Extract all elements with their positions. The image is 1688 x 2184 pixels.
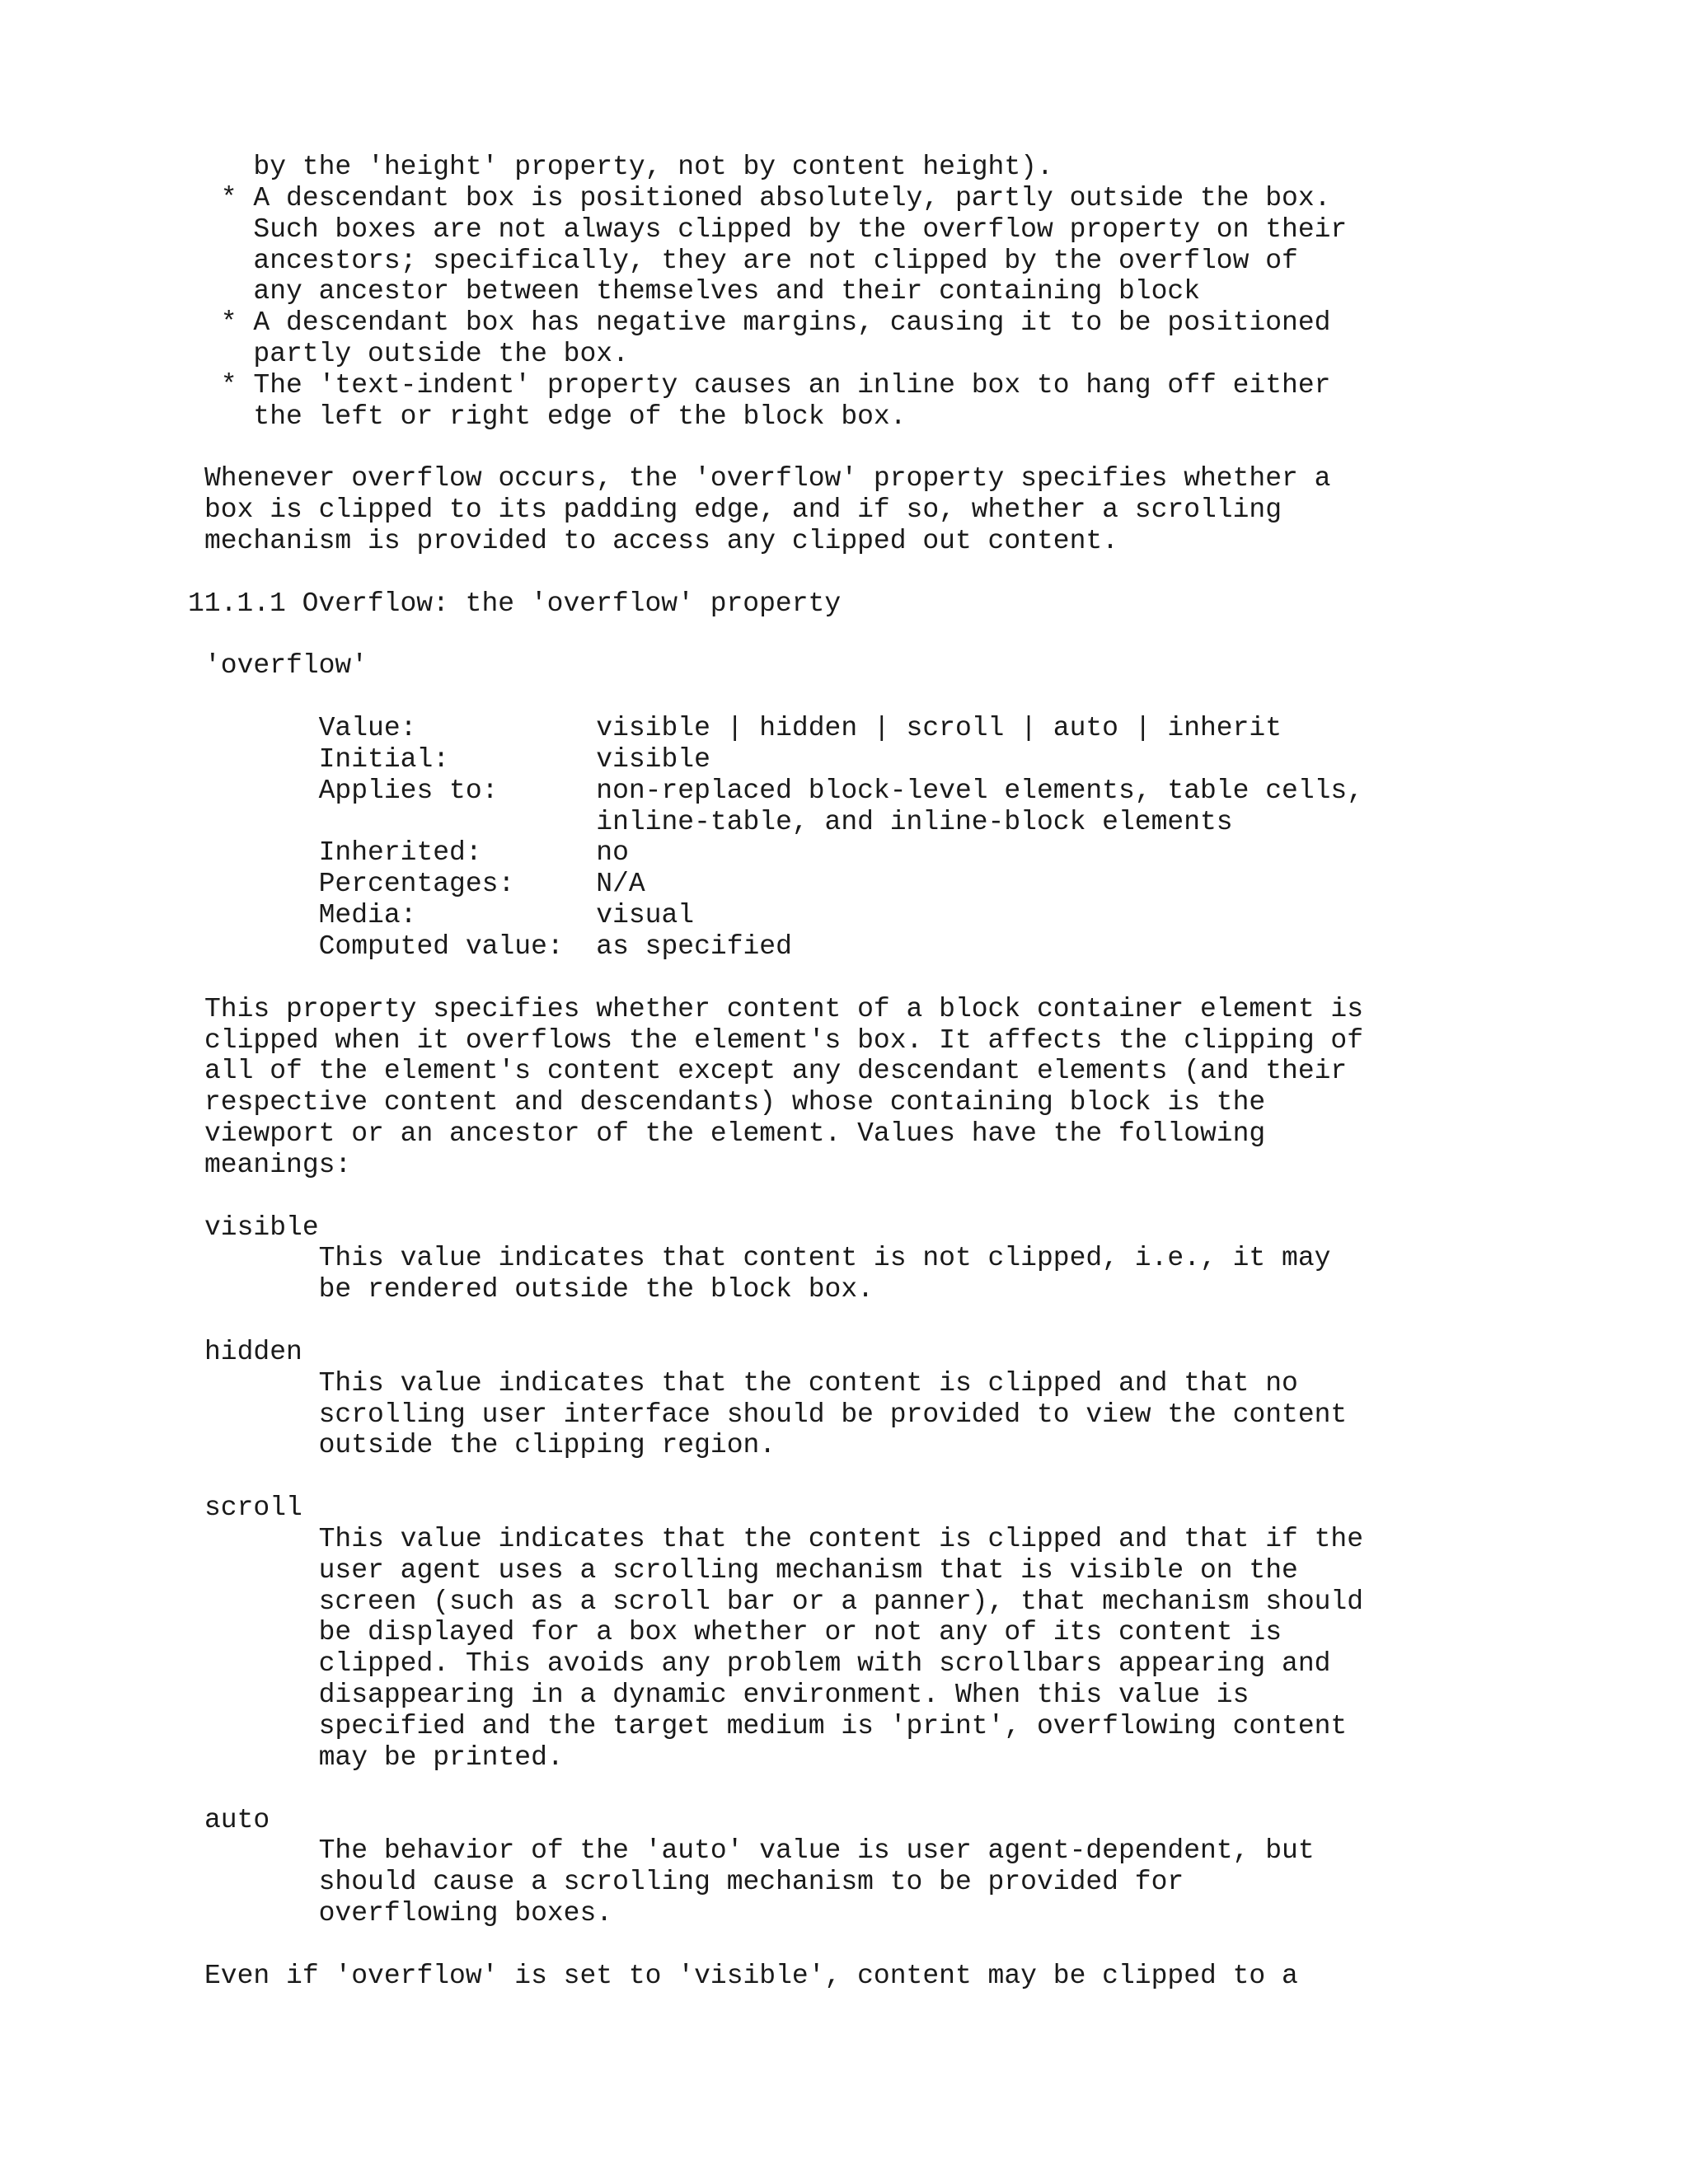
text-line: * The 'text-indent' property causes an inline box to hang off either <box>204 369 1331 401</box>
value-definition-line: The behavior of the 'auto' value is user agent-dependent, but <box>204 1835 1315 1867</box>
property-table-row: Applies to: non-replaced block-level elements, table cells, <box>204 775 1364 806</box>
value-definition-line: be displayed for a box whether or not any of its content is <box>204 1617 1282 1648</box>
value-definition-line: scrolling user interface should be provided to view the content <box>204 1399 1348 1430</box>
value-definition-line: user agent uses a scrolling mechanism that is visible on the <box>204 1554 1298 1586</box>
text-line: partly outside the box. <box>204 339 629 370</box>
value-definition-line: screen (such as a scroll bar or a panner), that mechanism should <box>204 1586 1364 1617</box>
value-definition-line: This value indicates that the content is clipped and that no <box>204 1367 1298 1399</box>
text-line: respective content and descendants) whose containing block is the <box>204 1087 1266 1118</box>
text-line: Whenever overflow occurs, the 'overflow' property specifies whether a <box>204 463 1331 494</box>
section-heading: 11.1.1 Overflow: the 'overflow' property <box>188 588 842 619</box>
value-definition-line: may be printed. <box>204 1741 564 1773</box>
text-line: ancestors; specifically, they are not clipped by the overflow of <box>204 245 1298 276</box>
text-line: the left or right edge of the block box. <box>204 401 907 432</box>
value-term: hidden <box>204 1336 302 1367</box>
value-term: scroll <box>204 1493 302 1524</box>
value-definition-line: This value indicates that content is not clipped, i.e., it may <box>204 1243 1331 1274</box>
text-line: meanings: <box>204 1149 352 1180</box>
property-name: 'overflow' <box>204 650 368 682</box>
text-line: This property specifies whether content of a block container element is <box>204 993 1364 1024</box>
text-line: all of the element's content except any descendant elements (and their <box>204 1056 1348 1087</box>
property-table-row: Value: visible | hidden | scroll | auto | inherit <box>204 713 1282 744</box>
text-line: by the 'height' property, not by content height). <box>204 152 1053 182</box>
property-table-row: Initial: visible <box>204 743 710 775</box>
text-line: * A descendant box has negative margins, causing it to be positioned <box>204 307 1331 339</box>
value-definition-line: clipped. This avoids any problem with scrollbars appearing and <box>204 1648 1331 1680</box>
property-table-row: Computed value: as specified <box>204 931 792 962</box>
property-table-row: Media: visual <box>204 900 695 931</box>
text-line: viewport or an ancestor of the element. Values have the following <box>204 1118 1266 1150</box>
value-definition-line: specified and the target medium is 'print', overflowing content <box>204 1711 1348 1741</box>
text-line: box is clipped to its padding edge, and if so, whether a scrolling <box>204 494 1282 526</box>
value-definition-line: disappearing in a dynamic environment. When this value is <box>204 1680 1250 1711</box>
value-definition-line: outside the clipping region. <box>204 1430 776 1461</box>
value-definition-line: This value indicates that the content is clipped and that if the <box>204 1523 1364 1554</box>
value-term: auto <box>204 1804 270 1835</box>
text-line: * A descendant box is positioned absolutely, partly outside the box. <box>204 182 1331 213</box>
property-table-row: inline-table, and inline-block elements <box>204 806 1233 837</box>
value-definition-line: be rendered outside the block box. <box>204 1274 874 1305</box>
value-term: visible <box>204 1212 319 1243</box>
property-table-row: Inherited: no <box>204 837 629 869</box>
value-definition-line: overflowing boxes. <box>204 1898 613 1929</box>
property-table-row: Percentages: N/A <box>204 869 645 900</box>
text-line: Such boxes are not always clipped by the overflow property on their <box>204 213 1348 245</box>
value-definition-line: should cause a scrolling mechanism to be provided for <box>204 1867 1184 1898</box>
text-line: any ancestor between themselves and their containing block <box>204 276 1200 307</box>
text-line: Even if 'overflow' is set to 'visible', content may be clipped to a <box>204 1960 1298 1991</box>
text-line: mechanism is provided to access any clipped out content. <box>204 526 1118 557</box>
text-line: clipped when it overflows the element's box. It affects the clipping of <box>204 1024 1364 1056</box>
